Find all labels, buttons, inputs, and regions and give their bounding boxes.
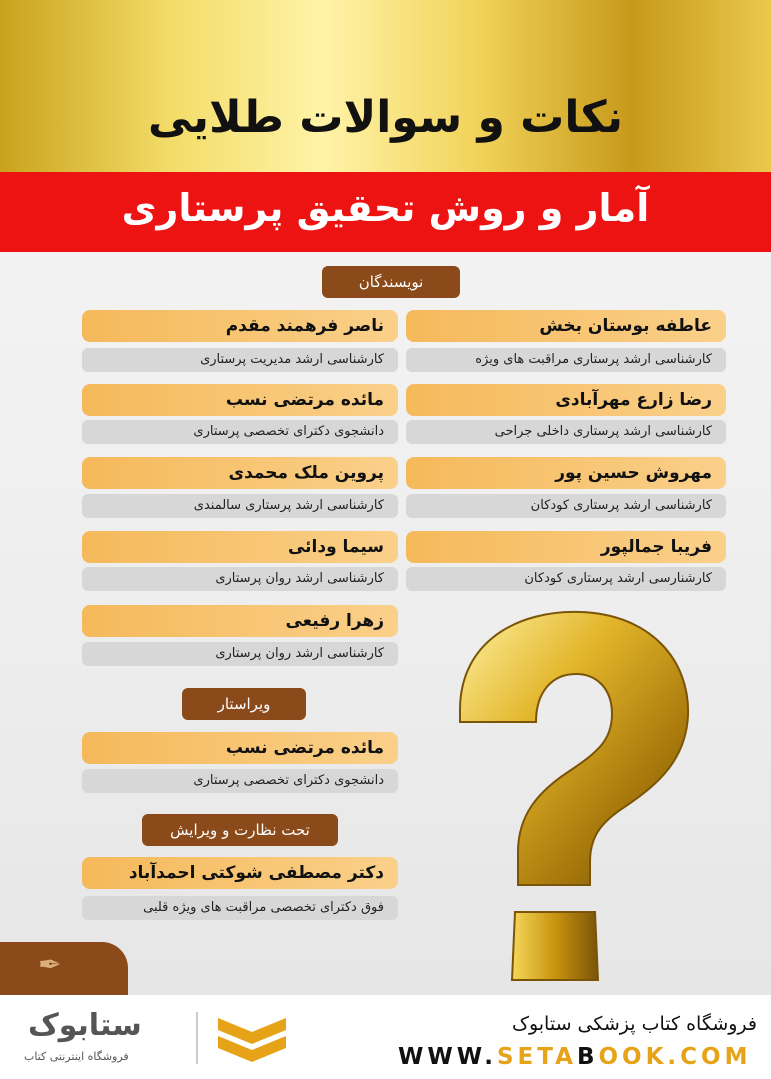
store-url[interactable] bbox=[398, 1044, 751, 1070]
publisher-badge bbox=[0, 942, 128, 995]
author-name: سیما ودائی bbox=[82, 531, 398, 563]
publisher-mark-icon: ✒ bbox=[38, 948, 62, 981]
author-name: فریبا جمالپور bbox=[406, 531, 726, 563]
gold-header-band bbox=[0, 0, 771, 172]
author-name: رضا زارع مهرآبادی bbox=[406, 384, 726, 416]
authors-label: نویسندگان bbox=[322, 266, 460, 298]
author-role: دانشجوی دکترای تخصصی پرستاری bbox=[82, 420, 398, 444]
author-role: کارشناسی ارشد روان پرستاری bbox=[82, 567, 398, 591]
editor-name: مائده مرتضی نسب bbox=[82, 732, 398, 764]
author-role: کارشناسی ارشد پرستاری کودکان bbox=[406, 494, 726, 518]
url-part: OOK.COM bbox=[598, 1044, 752, 1070]
store-name: فروشگاه کتاب پزشکی ستابوک bbox=[511, 1013, 757, 1035]
supervisor-label: تحت نظارت و ویرایش bbox=[142, 814, 338, 846]
author-name: عاطفه بوستان بخش bbox=[406, 310, 726, 342]
supervisor-name: دکتر مصطفی شوکتی احمدآباد bbox=[82, 857, 398, 889]
author-role: کارشناسی ارشد پرستاری مراقبت های ویژه bbox=[406, 348, 726, 372]
author-name: پروین ملک محمدی bbox=[82, 457, 398, 489]
logo-divider bbox=[196, 1012, 198, 1064]
supervisor-role: فوق دکترای تخصصی مراقبت های ویژه قلبی bbox=[82, 896, 398, 920]
author-role: کارشناسی ارشد پرستاری سالمندی bbox=[82, 494, 398, 518]
logo-tagline: فروشگاه اینترنتی کتاب bbox=[24, 1050, 129, 1063]
logo-text: ستابوک bbox=[28, 1008, 142, 1043]
author-role: کارشناسی ارشد پرستاری داخلی جراحی bbox=[406, 420, 726, 444]
author-name: زهرا رفیعی bbox=[82, 605, 398, 637]
author-name: مائده مرتضی نسب bbox=[82, 384, 398, 416]
url-part: B bbox=[576, 1044, 599, 1070]
question-mark-icon bbox=[440, 600, 700, 995]
subtitle: آمار و روش تحقیق پرستاری bbox=[121, 186, 650, 230]
url-part: WWW. bbox=[398, 1044, 497, 1070]
setabook-logo-icon bbox=[214, 1012, 290, 1068]
main-title: نکات و سوالات طلایی bbox=[148, 92, 623, 143]
editor-role: دانشجوی دکترای تخصصی پرستاری bbox=[82, 769, 398, 793]
author-role: کارشناسی ارشد روان پرستاری bbox=[82, 642, 398, 666]
author-role: کارشناسی ارشد مدیریت پرستاری bbox=[82, 348, 398, 372]
editor-label: ویراستار bbox=[182, 688, 306, 720]
author-name: مهروش حسین پور bbox=[406, 457, 726, 489]
url-part: SETA bbox=[496, 1044, 577, 1070]
author-name: ناصر فرهمند مقدم bbox=[82, 310, 398, 342]
author-role: کارشنارسی ارشد پرستاری کودکان bbox=[406, 567, 726, 591]
